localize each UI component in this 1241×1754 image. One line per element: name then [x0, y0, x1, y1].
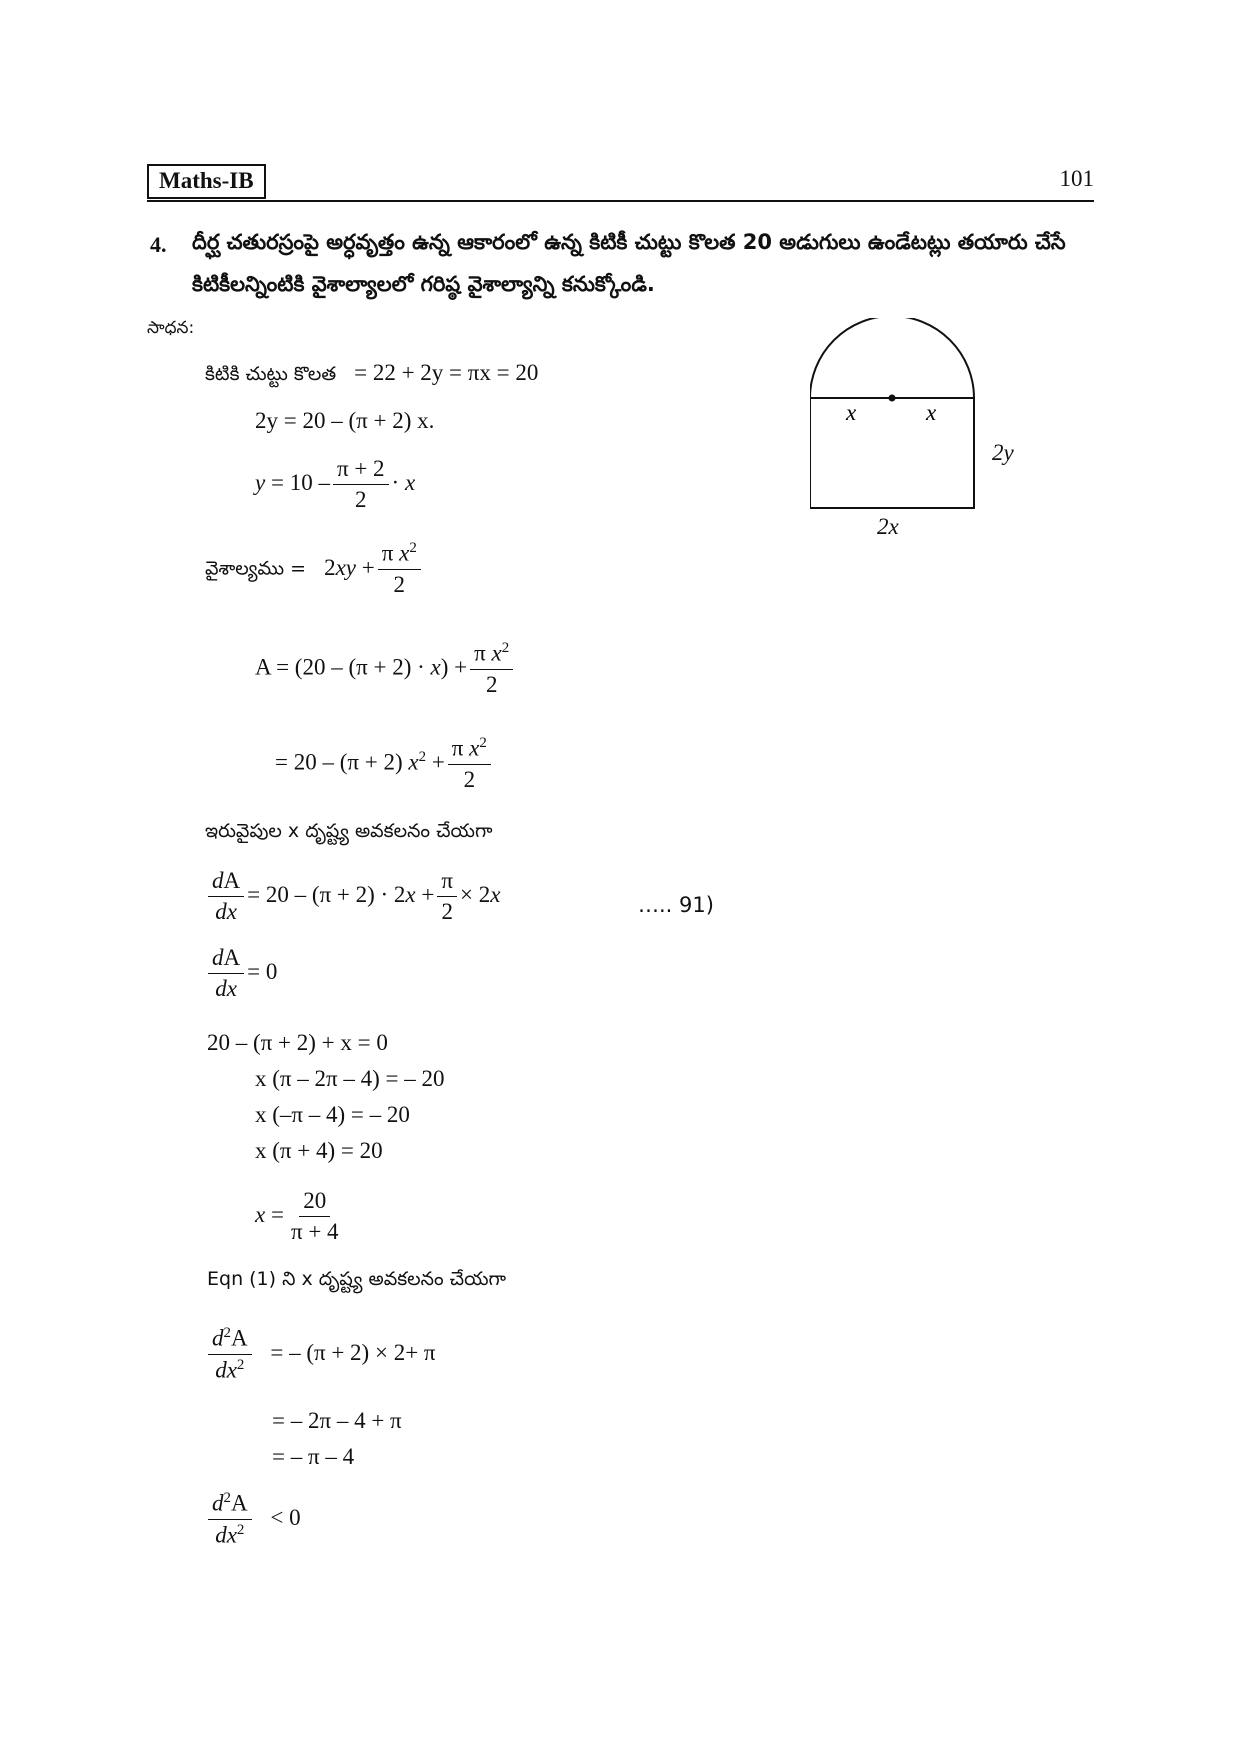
second-derivative-line3: = – π – 4 [272, 1444, 355, 1469]
second-derivative-final: $\frac{d^2A}{dx^2}$ < 0 [205, 1490, 301, 1549]
solution-label: సాధన: [147, 318, 195, 338]
label-2y: 2y [992, 440, 1014, 465]
rectangle [810, 398, 974, 508]
differentiate-eqn1-text: Eqn (1) ని x దృష్ట్య అవకలనం చేయగా [207, 1268, 507, 1290]
equation-step1: 20 – (π + 2) + x = 0 [207, 1030, 388, 1055]
equation-dA-dx-zero: $\frac{dA}{dx}$ = 0 [205, 945, 277, 1003]
differentiate-text: ఇరువైపుల x దృష్ట్య అవకలనం చేయగా [205, 820, 493, 842]
page-number: 101 [1059, 166, 1094, 191]
equation-x-value: x = $\frac{20}{\pi + 4}$ [255, 1188, 339, 1245]
semicircle-arc [810, 318, 974, 398]
area-label: వైశాల్యము = [205, 557, 307, 580]
equation-y: y = 10 – $\frac{\pi + 2}{2}$ · x [255, 456, 416, 513]
question-text-line2: కిటికీలన్నింటికి వైశాల్యాలలో గరిష్ఠ వైశాల్యాన్ని కనుక్కోండి. [192, 272, 655, 296]
equation-step4: x (π + 4) = 20 [255, 1138, 383, 1163]
subject-header: Maths-IB [147, 164, 266, 199]
equation-2y: 2y = 20 – (π + 2) x. [255, 408, 435, 433]
second-derivative-line2: = – 2π – 4 + π [272, 1408, 402, 1433]
question-number: 4. [150, 232, 167, 257]
equation-A2: = 20 – (π + 2) $x^2$ + $\frac{\pi x^2}{2}$ [275, 735, 494, 794]
equation-dA-dx: $\frac{dA}{dx}$ = 20 – (π + 2) · 2x + $\frac{\pi}{2}$ × 2x [205, 868, 500, 926]
label-x-left: x [846, 400, 857, 425]
equation-step3: x (–π – 4) = – 20 [255, 1102, 410, 1127]
equation-step2: x (π – 2π – 4) = – 20 [255, 1066, 445, 1091]
perimeter-label: కిటికి చుట్టు కొలత [205, 363, 337, 385]
equation-ref: ….. 91) [638, 893, 714, 917]
center-point [889, 395, 896, 402]
header-rule [147, 200, 1094, 202]
equation-A1: A = (20 – (π + 2) · x) + $\frac{\pi x^2}{2}$ [255, 640, 516, 699]
label-x-right: x [926, 400, 937, 425]
second-derivative-line1: $\frac{d^2A}{dx^2}$ = – (π + 2) × 2+ π [205, 1325, 436, 1384]
area-line: వైశాల్యము = 2xy + $\frac{\pi x^2}{2}$ [205, 540, 424, 599]
label-2x: 2x [877, 514, 899, 539]
question-text-line1: దీర్ఘ చతురస్రంపై అర్ధవృత్తం ఉన్న ఆకారంలో ఉన్న కిటికీ చుట్టు కొలత 20 అడుగులు ఉండేటట్లు తయారు చేసే [192, 230, 1066, 254]
perimeter-expr: = 22 + 2y = πx = 20 [354, 360, 539, 385]
window-diagram [810, 318, 1000, 548]
perimeter-line [205, 360, 538, 390]
